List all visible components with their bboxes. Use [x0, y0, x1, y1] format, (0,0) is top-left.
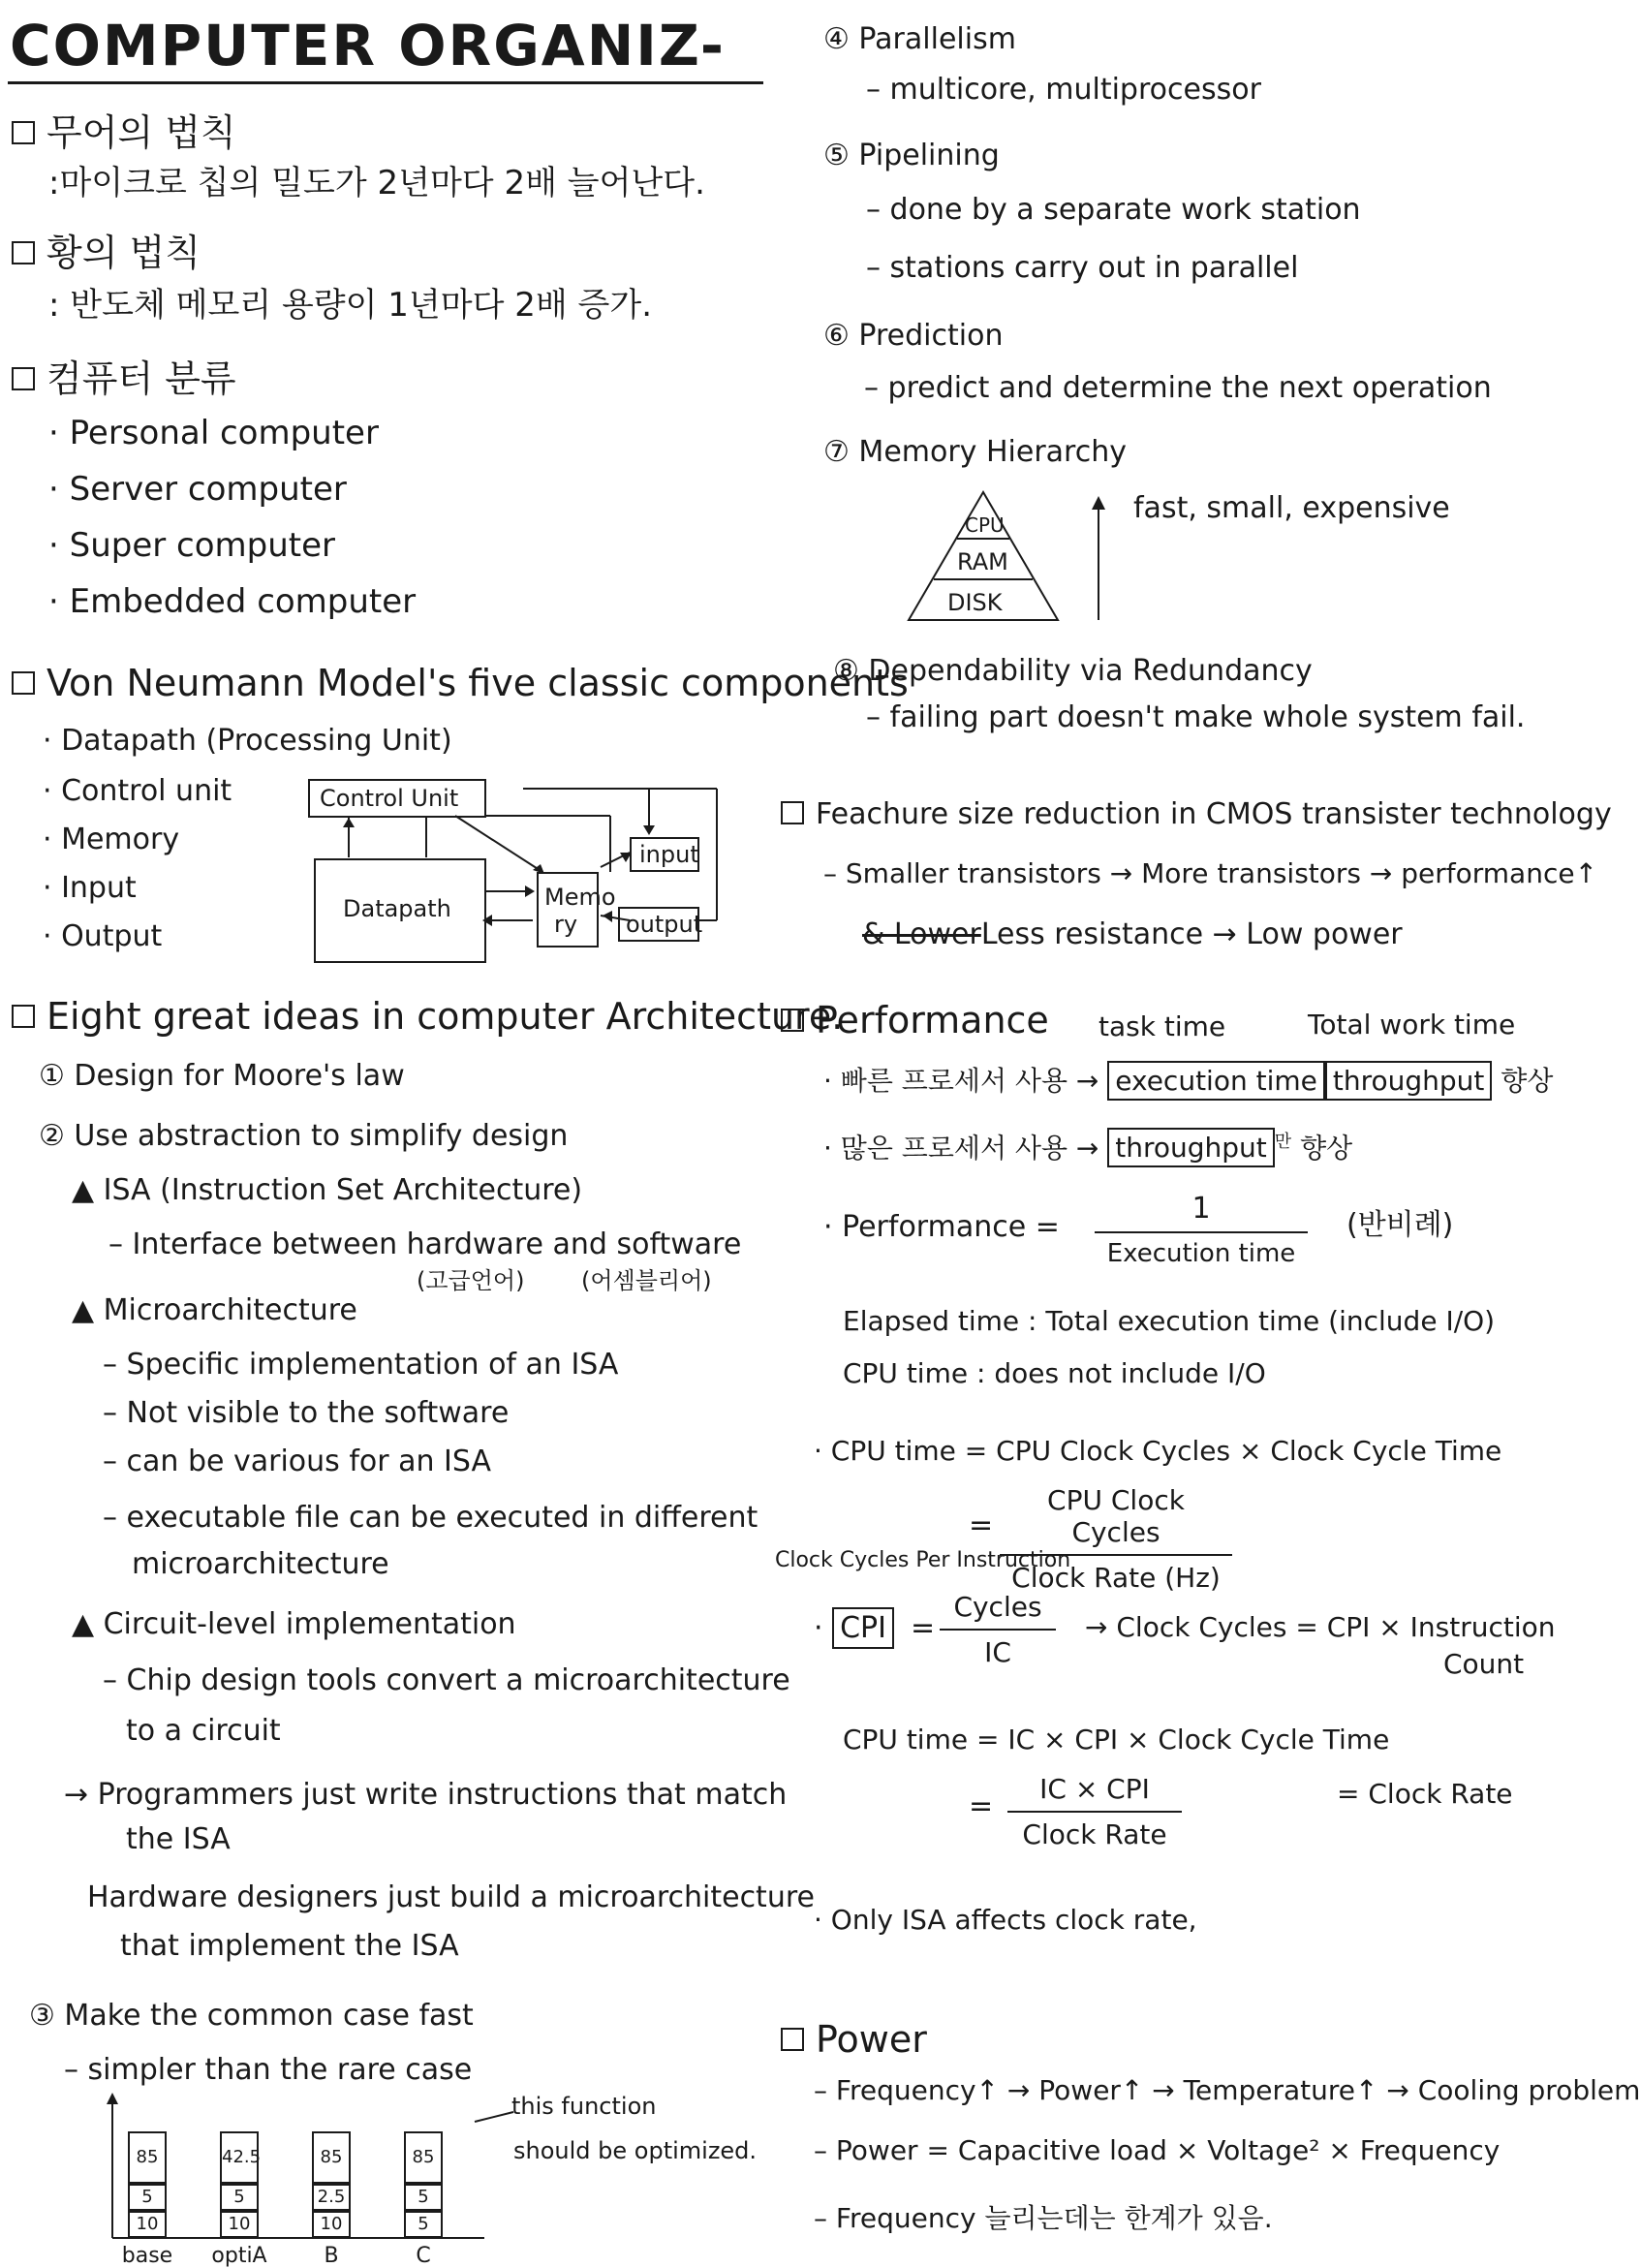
cpu-final-1: CPU time = IC × CPI × Clock Cycle Time	[843, 1724, 1390, 1755]
vn-item: · Datapath (Processing Unit)	[43, 724, 452, 758]
perf-many-pre: · 많은 프로세서 사용 →	[823, 1132, 1099, 1165]
bar-cell: 85	[404, 2131, 443, 2184]
cpi-line	[814, 1611, 894, 1645]
perf-fast-box-2: throughput	[1325, 1061, 1493, 1101]
bar-cell: 10	[220, 2211, 259, 2238]
eight-ideas-heading	[12, 995, 844, 1038]
fraction-bar	[1007, 1811, 1182, 1813]
pyramid-disk: DISK	[947, 589, 1003, 616]
idea-2: ② Use abstraction to simplify design	[39, 1119, 569, 1153]
bar-cell: 10	[312, 2211, 351, 2238]
class-item: · Server computer	[48, 470, 347, 509]
bar-cell: 5	[128, 2184, 167, 2211]
micro-item: – can be various for an ISA	[103, 1445, 492, 1478]
cpi-box: CPI	[832, 1607, 894, 1649]
page-title: COMPUTER ORGANIZ-	[10, 13, 726, 78]
moore-desc: :마이크로 칩의 밀도가 2년마다 2배 늘어난다.	[48, 164, 705, 202]
isa-note-assembly: (어셈블리어)	[581, 1267, 712, 1294]
feature-heading	[781, 797, 1612, 831]
pyramid-ram: RAM	[957, 548, 1008, 575]
perf-many-line	[823, 1132, 1353, 1165]
checkbox-icon	[12, 671, 35, 695]
micro-item: – Specific implementation of an ISA	[103, 1348, 619, 1382]
bar-label: base	[121, 2244, 173, 2268]
vn-item: · Input	[43, 871, 137, 905]
isa-note-high-level: (고급언어)	[417, 1267, 525, 1294]
feature-line-2-text: Less resistance → Low power	[980, 917, 1403, 951]
vn-heading	[12, 662, 909, 704]
output-box	[618, 907, 703, 942]
cpi-num: Cycles	[953, 1591, 1042, 1623]
class-heading	[12, 357, 236, 400]
idea-3: ③ Make the common case fast	[29, 1999, 474, 2033]
cpu-final-fraction	[1007, 1773, 1182, 1850]
feature-line-1: – Smaller transistors → More transistors → performance↑	[823, 857, 1598, 889]
perf-many-sup: 만	[1274, 1132, 1292, 1152]
checkbox-icon	[781, 1009, 804, 1032]
perf-eq-note: (반비례)	[1346, 1208, 1454, 1242]
vn-item: · Control unit	[43, 774, 232, 808]
hw-designers-line-2: that implement the ISA	[120, 1929, 459, 1963]
perf-eq-den: Execution time	[1106, 1239, 1296, 1268]
idea-5-item: – done by a separate work station	[866, 193, 1361, 227]
cpi-result-2: Count	[1443, 1648, 1525, 1680]
idea-3-desc: – simpler than the rare case	[64, 2053, 473, 2087]
idea-3-note-1: this function	[511, 2093, 657, 2120]
bar-label: optiA	[211, 2244, 267, 2268]
perf-total-time: Total work time	[1308, 1009, 1516, 1041]
output-label: output	[626, 911, 703, 938]
power-item: – Frequency 늘리는데는 한계가 있음.	[814, 2202, 1273, 2234]
circuit-item: to a circuit	[126, 1714, 281, 1748]
perf-fast-post: 향상	[1501, 1065, 1554, 1097]
control-unit-label: Control Unit	[320, 785, 459, 812]
cpi-fraction	[940, 1591, 1056, 1668]
von-neumann-diagram	[291, 775, 727, 969]
performance-heading-text: Performance	[816, 999, 1049, 1041]
idea-3-note-2: should be optimized.	[513, 2137, 758, 2164]
checkbox-icon	[781, 801, 804, 824]
moore-heading	[12, 111, 236, 154]
cpu-eq-2-eq: =	[969, 1508, 994, 1542]
micro-heading: ▲ Microarchitecture	[72, 1293, 357, 1327]
feature-heading-text: Feachure size reduction in CMOS transister technology	[816, 797, 1612, 831]
power-heading	[781, 2018, 927, 2061]
control-unit-box	[308, 779, 486, 818]
cpu-eq-1: · CPU time = CPU Clock Cycles × Clock Cycle Time	[814, 1435, 1502, 1467]
idea-5-item: – stations carry out in parallel	[866, 251, 1299, 285]
fraction-bar	[940, 1629, 1056, 1631]
class-heading-text: 컴퓨터 분류	[46, 357, 236, 400]
performance-heading	[781, 999, 1049, 1041]
perf-fast-line	[823, 1065, 1554, 1097]
circuit-item: – Chip design tools convert a microarchitecture	[103, 1663, 790, 1697]
feature-line-2	[862, 917, 1403, 951]
checkbox-icon	[781, 2028, 804, 2051]
bar-cell: 5	[404, 2211, 443, 2238]
eight-ideas-heading-text: Eight great ideas in computer Architecture.	[46, 995, 844, 1038]
perf-fast-pre: · 빠른 프로세서 사용 →	[823, 1065, 1099, 1097]
hw-designers-line-1: Hardware designers just build a microarchitecture	[87, 1880, 815, 1914]
title-underline	[8, 81, 763, 84]
perf-eq-num: 1	[1191, 1192, 1211, 1226]
idea-1: ① Design for Moore's law	[39, 1059, 405, 1093]
input-box	[630, 837, 699, 872]
power-item: – Power = Capacitive load × Voltage² × Frequency	[814, 2134, 1501, 2166]
cpu-eq-2-den: Clock Rate (Hz)	[1011, 1562, 1221, 1594]
datapath-box	[314, 858, 486, 963]
perf-many-box: throughput	[1107, 1128, 1275, 1167]
datapath-label: Datapath	[343, 895, 451, 922]
circuit-heading: ▲ Circuit-level implementation	[72, 1607, 516, 1641]
pyramid-cpu: CPU	[965, 513, 1005, 537]
cpi-bullet-text: ·	[814, 1611, 833, 1645]
perf-task-time: task time	[1098, 1010, 1226, 1042]
vn-item: · Memory	[43, 823, 180, 856]
vn-item: · Output	[43, 919, 163, 953]
idea-8: ⑧ Dependability via Redundancy	[833, 654, 1313, 688]
idea-5: ⑤ Pipelining	[823, 139, 1000, 172]
elapsed-time: Elapsed time : Total execution time (include I/O)	[843, 1305, 1496, 1337]
class-item: · Personal computer	[48, 414, 379, 452]
idea-4-desc: – multicore, multiprocessor	[866, 73, 1261, 107]
cpi-result-1: → Clock Cycles = CPI × Instruction	[1085, 1611, 1556, 1643]
micro-item: microarchitecture	[132, 1547, 389, 1581]
bar-cell: 2.5	[312, 2184, 351, 2211]
perf-many-post: 향상	[1300, 1132, 1353, 1165]
hwang-desc: : 반도체 메모리 용량이 1년마다 2배 증가.	[48, 286, 653, 325]
cpu-time-def: CPU time : does not include I/O	[843, 1357, 1266, 1389]
micro-item: – executable file can be executed in different	[103, 1501, 758, 1535]
cpi-eq: =	[911, 1611, 936, 1645]
idea-6-desc: – predict and determine the next operation	[864, 371, 1492, 405]
memory-label-1: Memo	[544, 884, 616, 911]
hwang-heading	[12, 232, 201, 274]
memory-box	[537, 872, 616, 948]
bar-label: B	[324, 2244, 339, 2268]
up-arrow-icon	[1089, 496, 1108, 622]
fraction-bar	[1095, 1231, 1308, 1233]
checkbox-icon	[12, 1005, 35, 1028]
programmers-line-2: the ISA	[126, 1822, 231, 1856]
moore-heading-text: 무어의 법칙	[46, 111, 236, 154]
perf-eq-fraction	[1095, 1192, 1308, 1268]
bar-label: C	[416, 2244, 431, 2268]
feature-strike: & Lower	[862, 917, 981, 951]
checkbox-icon	[12, 241, 35, 264]
power-item: – Frequency↑ → Power↑ → Temperature↑ → Cooling problem	[814, 2074, 1640, 2106]
hwang-heading-text: 황의 법칙	[46, 232, 201, 274]
cpu-eq-2-fraction	[1000, 1484, 1232, 1594]
cpu-final-eq: =	[969, 1789, 994, 1823]
memory-pyramid	[901, 484, 1066, 630]
bar-cell: 85	[312, 2131, 351, 2184]
bar-cell: 10	[128, 2211, 167, 2238]
perf-fast-box-1: execution time	[1107, 1061, 1325, 1101]
class-item: · Super computer	[48, 526, 336, 565]
cpu-final-den: Clock Rate	[1022, 1818, 1167, 1850]
idea-4: ④ Parallelism	[823, 22, 1016, 56]
vn-heading-text: Von Neumann Model's five classic components	[46, 662, 909, 704]
power-heading-text: Power	[816, 2018, 927, 2061]
cpi-den: IC	[984, 1636, 1011, 1668]
pyramid-note: fast, small, expensive	[1133, 491, 1450, 525]
programmers-line-1: → Programmers just write instructions that match	[64, 1778, 788, 1812]
class-item: · Embedded computer	[48, 582, 417, 621]
isa-clock-note: · Only ISA affects clock rate,	[814, 1904, 1197, 1936]
memory-label-2: ry	[554, 911, 578, 938]
isa-desc: – Interface between hardware and software	[108, 1227, 742, 1261]
checkbox-icon	[12, 367, 35, 390]
cpi-definition-label: Clock Cycles Per Instruction	[775, 1548, 1071, 1572]
perf-eq-lhs: · Performance =	[823, 1210, 1060, 1244]
idea-8-desc: – failing part doesn't make whole system fail.	[866, 700, 1526, 734]
checkbox-icon	[12, 121, 35, 144]
cpu-eq-2-num: CPU Clock Cycles	[1047, 1484, 1185, 1548]
cpu-final-num: IC × CPI	[1039, 1773, 1150, 1805]
bar-cell: 42.5	[220, 2131, 259, 2184]
bar-cell: 5	[404, 2184, 443, 2211]
isa-heading: ▲ ISA (Instruction Set Architecture)	[72, 1173, 583, 1207]
idea-7: ⑦ Memory Hierarchy	[823, 435, 1127, 469]
bar-cell: 5	[220, 2184, 259, 2211]
idea-6: ⑥ Prediction	[823, 319, 1004, 353]
cpu-final-note: = Clock Rate	[1337, 1778, 1513, 1810]
case-bar-sketch	[97, 2093, 504, 2268]
micro-item: – Not visible to the software	[103, 1396, 510, 1430]
input-label: input	[639, 841, 699, 868]
bar-cell: 85	[128, 2131, 167, 2184]
